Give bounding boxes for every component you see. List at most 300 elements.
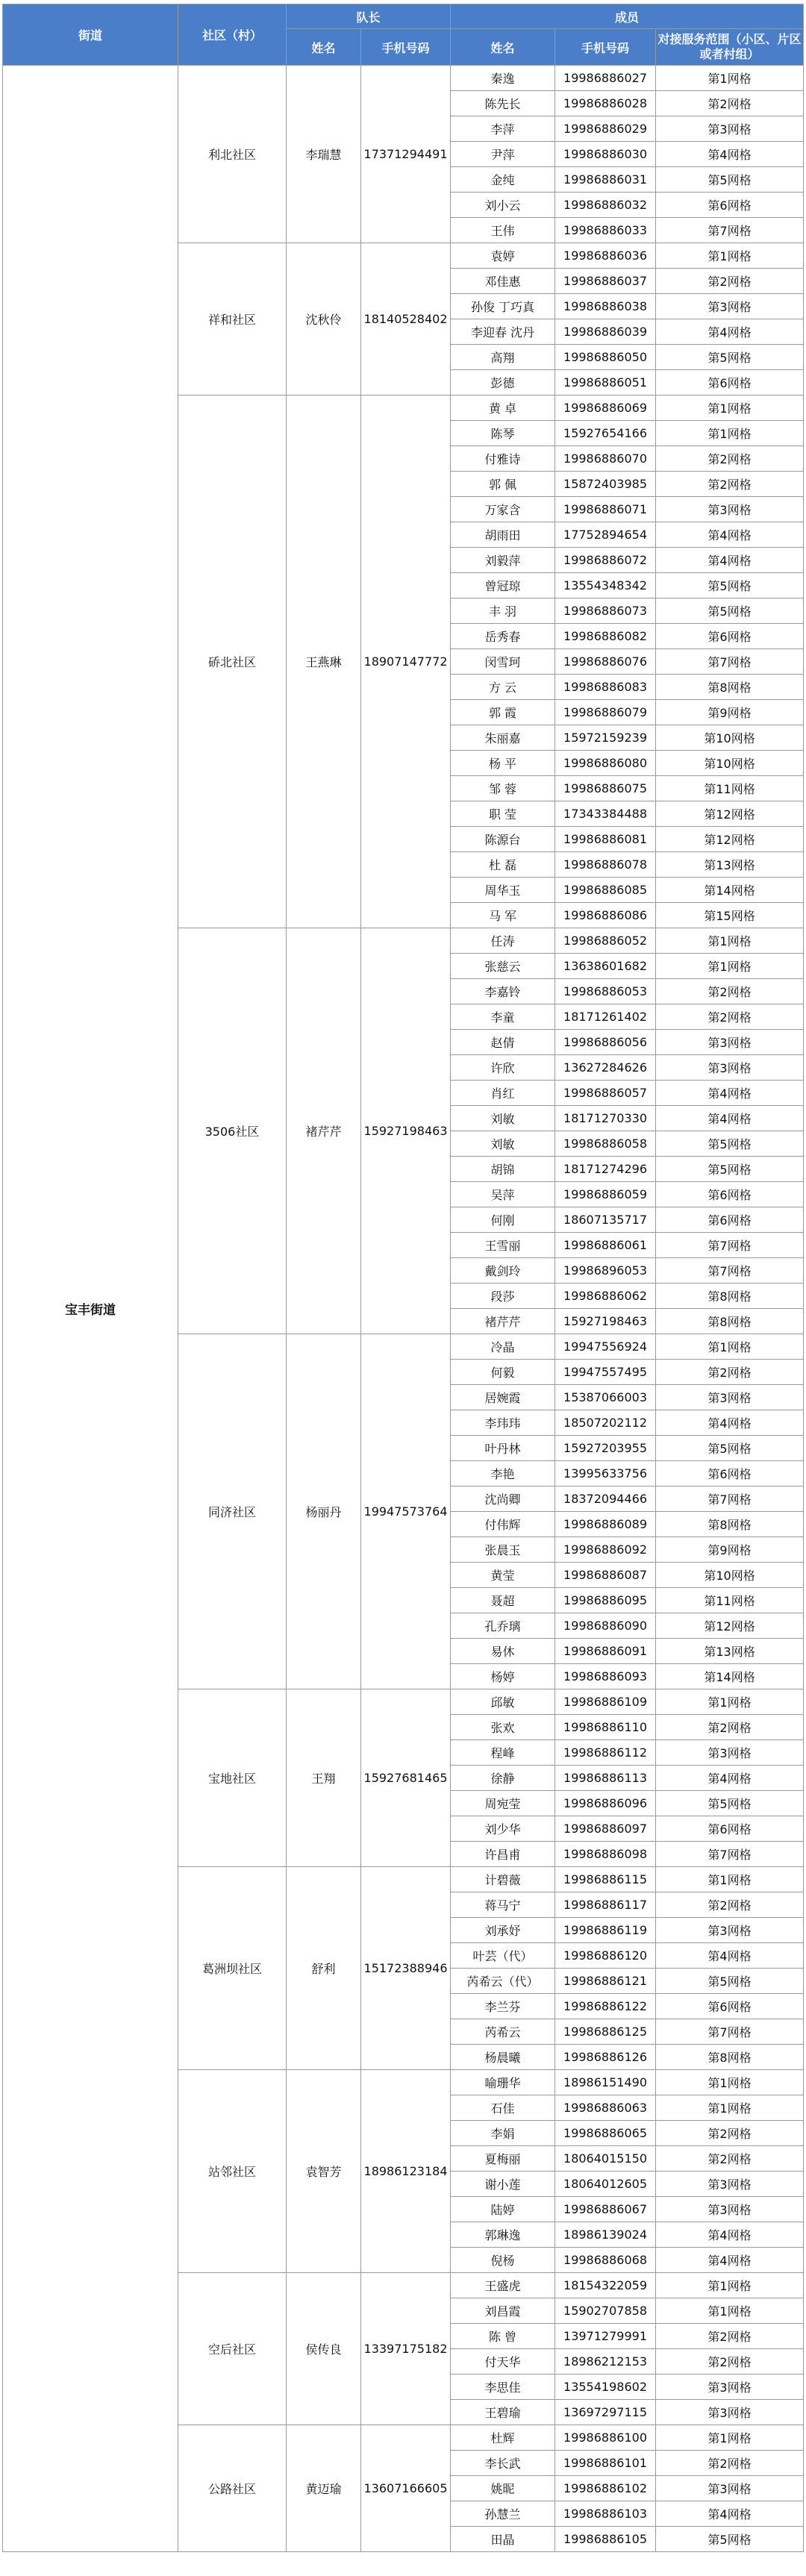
member-phone: 19986886059 — [555, 1182, 656, 1207]
member-phone: 19986886126 — [555, 2045, 656, 2070]
member-grid: 第7网格 — [656, 1486, 804, 1512]
member-grid: 第2网格 — [656, 1892, 804, 1918]
member-phone: 19947556924 — [555, 1334, 656, 1360]
staff-table — [2, 4, 804, 2552]
member-phone: 19986886087 — [555, 1563, 656, 1588]
member-grid: 第2网格 — [656, 2451, 804, 2476]
community-name: 祥和社区 — [178, 243, 287, 396]
member-phone: 19986886103 — [555, 2501, 656, 2527]
member-name: 孙俊 丁巧真 — [451, 294, 555, 319]
member-grid: 第5网格 — [656, 1436, 804, 1461]
member-name: 叶丹林 — [451, 1436, 555, 1461]
member-name: 高翔 — [451, 345, 555, 370]
member-name: 赵倩 — [451, 1030, 555, 1055]
member-name: 刘少华 — [451, 1816, 555, 1842]
member-phone: 15902707858 — [555, 2298, 656, 2324]
member-grid: 第11网格 — [656, 776, 804, 801]
member-grid: 第2网格 — [656, 2121, 804, 2146]
header-service-range: 对接服务范围（小区、片区或者村组） — [656, 29, 804, 66]
member-phone: 19986886053 — [555, 979, 656, 1004]
member-name: 付天华 — [451, 2349, 555, 2375]
member-grid: 第5网格 — [656, 573, 804, 598]
member-name: 职 莹 — [451, 801, 555, 827]
member-grid: 第2网格 — [656, 1004, 804, 1030]
member-grid: 第3网格 — [656, 2197, 804, 2222]
member-grid: 第3网格 — [656, 1918, 804, 1943]
member-grid: 第2网格 — [656, 1715, 804, 1740]
leader-phone: 13397175182 — [361, 2273, 451, 2425]
community-name: 3506社区 — [178, 928, 287, 1334]
member-name: 易休 — [451, 1639, 555, 1664]
member-name: 王伟 — [451, 218, 555, 243]
member-grid: 第7网格 — [656, 1258, 804, 1284]
member-phone: 19986896053 — [555, 1258, 656, 1284]
member-name: 陆婷 — [451, 2197, 555, 2222]
member-grid: 第8网格 — [656, 1284, 804, 1309]
member-name: 田晶 — [451, 2527, 555, 2552]
member-grid: 第1网格 — [656, 2425, 804, 2451]
member-phone: 19986886032 — [555, 193, 656, 218]
member-phone: 18986212153 — [555, 2349, 656, 2375]
member-phone: 19986886115 — [555, 1867, 656, 1892]
leader-phone: 18140528402 — [361, 243, 451, 396]
member-grid: 第8网格 — [656, 1512, 804, 1537]
leader-phone: 17371294491 — [361, 66, 451, 243]
member-phone: 19986886110 — [555, 1715, 656, 1740]
member-name: 郭 霞 — [451, 700, 555, 725]
member-grid: 第1网格 — [656, 421, 804, 446]
community-name: 宝地社区 — [178, 1689, 287, 1867]
member-grid: 第10网格 — [656, 751, 804, 776]
member-phone: 19986886051 — [555, 370, 656, 396]
member-grid: 第1网格 — [656, 2298, 804, 2324]
member-name: 王雪丽 — [451, 1233, 555, 1258]
member-name: 杨 平 — [451, 751, 555, 776]
member-grid: 第5网格 — [656, 1791, 804, 1816]
member-phone: 19986886071 — [555, 497, 656, 522]
table-body — [3, 66, 804, 2552]
member-name: 袁婷 — [451, 243, 555, 269]
leader-name: 袁智芳 — [287, 2070, 361, 2273]
member-name: 徐静 — [451, 1766, 555, 1791]
member-grid: 第6网格 — [656, 1182, 804, 1207]
member-phone: 19986886080 — [555, 751, 656, 776]
community-name: 硚北社区 — [178, 396, 287, 928]
member-name: 居婉霞 — [451, 1385, 555, 1410]
member-phone: 19986886082 — [555, 624, 656, 649]
member-name: 计碧薇 — [451, 1867, 555, 1892]
member-name: 孙慧兰 — [451, 2501, 555, 2527]
member-grid: 第4网格 — [656, 1410, 804, 1436]
member-phone: 19986886078 — [555, 852, 656, 878]
leader-name: 杨丽丹 — [287, 1334, 361, 1689]
member-phone: 19986886067 — [555, 2197, 656, 2222]
member-grid: 第4网格 — [656, 2222, 804, 2248]
member-phone: 19986886095 — [555, 1588, 656, 1613]
member-phone: 13554348342 — [555, 573, 656, 598]
member-phone: 19986886121 — [555, 1969, 656, 1994]
member-phone: 19986886081 — [555, 827, 656, 852]
member-phone: 19986886079 — [555, 700, 656, 725]
member-name: 尹萍 — [451, 142, 555, 167]
member-grid: 第4网格 — [656, 142, 804, 167]
member-grid: 第14网格 — [656, 878, 804, 903]
member-name: 程峰 — [451, 1740, 555, 1766]
member-name: 李娟 — [451, 2121, 555, 2146]
member-phone: 19986886028 — [555, 91, 656, 116]
member-name: 李兰芬 — [451, 1994, 555, 2019]
member-name: 黄莹 — [451, 1563, 555, 1588]
member-grid: 第3网格 — [656, 1055, 804, 1081]
member-grid: 第11网格 — [656, 1588, 804, 1613]
member-phone: 19986886037 — [555, 269, 656, 294]
member-phone: 19986886096 — [555, 1791, 656, 1816]
member-name: 李萍 — [451, 116, 555, 142]
member-phone: 19986886090 — [555, 1613, 656, 1639]
member-grid: 第8网格 — [656, 675, 804, 700]
member-grid: 第9网格 — [656, 1537, 804, 1563]
member-grid: 第6网格 — [656, 370, 804, 396]
member-phone: 19986886076 — [555, 649, 656, 675]
member-phone: 13995633756 — [555, 1461, 656, 1486]
member-grid: 第12网格 — [656, 801, 804, 827]
member-phone: 18986139024 — [555, 2222, 656, 2248]
member-phone: 19986886083 — [555, 675, 656, 700]
member-grid: 第2网格 — [656, 91, 804, 116]
member-phone: 18372094466 — [555, 1486, 656, 1512]
member-grid: 第1网格 — [656, 1689, 804, 1715]
member-name: 刘昌霞 — [451, 2298, 555, 2324]
member-name: 岳秀春 — [451, 624, 555, 649]
member-grid: 第3网格 — [656, 2172, 804, 2197]
member-name: 吴萍 — [451, 1182, 555, 1207]
member-phone: 19986886086 — [555, 903, 656, 928]
member-name: 万家含 — [451, 497, 555, 522]
member-phone: 19986886036 — [555, 243, 656, 269]
member-grid: 第13网格 — [656, 852, 804, 878]
member-phone: 19986886039 — [555, 319, 656, 345]
member-phone: 13638601682 — [555, 954, 656, 979]
member-name: 芮希云（代） — [451, 1969, 555, 1994]
member-grid: 第3网格 — [656, 116, 804, 142]
member-name: 丰 羽 — [451, 598, 555, 624]
member-phone: 19986886029 — [555, 116, 656, 142]
member-name: 孔乔璃 — [451, 1613, 555, 1639]
member-phone: 19986886109 — [555, 1689, 656, 1715]
member-phone: 19986886120 — [555, 1943, 656, 1969]
member-phone: 19986886075 — [555, 776, 656, 801]
leader-name: 舒利 — [287, 1867, 361, 2070]
member-grid: 第1网格 — [656, 2070, 804, 2095]
member-name: 刘毅萍 — [451, 548, 555, 573]
member-grid: 第3网格 — [656, 1385, 804, 1410]
member-grid: 第5网格 — [656, 1969, 804, 1994]
member-name: 沈尚卿 — [451, 1486, 555, 1512]
member-grid: 第5网格 — [656, 167, 804, 193]
leader-name: 侯传良 — [287, 2273, 361, 2425]
member-grid: 第1网格 — [656, 954, 804, 979]
member-name: 冷晶 — [451, 1334, 555, 1360]
member-name: 何刚 — [451, 1207, 555, 1233]
member-name: 张慈云 — [451, 954, 555, 979]
member-grid: 第4网格 — [656, 1081, 804, 1106]
member-name: 戴剑玲 — [451, 1258, 555, 1284]
leader-phone: 18986123184 — [361, 2070, 451, 2273]
member-phone: 19986886125 — [555, 2019, 656, 2045]
member-name: 肖红 — [451, 1081, 555, 1106]
member-name: 姚昵 — [451, 2476, 555, 2501]
member-phone: 18171270330 — [555, 1106, 656, 1131]
member-name: 杨婷 — [451, 1664, 555, 1689]
community-name: 利北社区 — [178, 66, 287, 243]
member-phone: 15872403985 — [555, 472, 656, 497]
member-name: 秦逸 — [451, 66, 555, 91]
member-grid: 第8网格 — [656, 1309, 804, 1334]
member-grid: 第3网格 — [656, 1740, 804, 1766]
header-member-name: 姓名 — [451, 29, 555, 66]
header-community: 社区（村） — [178, 4, 287, 66]
member-phone: 18986151490 — [555, 2070, 656, 2095]
member-phone: 19986886092 — [555, 1537, 656, 1563]
street-cell: 宝丰街道 — [3, 66, 178, 2552]
member-grid: 第15网格 — [656, 903, 804, 928]
member-grid: 第7网格 — [656, 1842, 804, 1867]
member-grid: 第1网格 — [656, 66, 804, 91]
member-grid: 第5网格 — [656, 1131, 804, 1157]
member-phone: 19986886091 — [555, 1639, 656, 1664]
member-name: 朱丽嘉 — [451, 725, 555, 751]
member-grid: 第1网格 — [656, 1867, 804, 1892]
member-grid: 第2网格 — [656, 2324, 804, 2349]
member-name: 陈源台 — [451, 827, 555, 852]
member-grid: 第3网格 — [656, 1030, 804, 1055]
member-name: 喻珊华 — [451, 2070, 555, 2095]
member-phone: 18154322059 — [555, 2273, 656, 2298]
member-phone: 13627284626 — [555, 1055, 656, 1081]
member-name: 周华玉 — [451, 878, 555, 903]
member-grid: 第5网格 — [656, 345, 804, 370]
member-grid: 第7网格 — [656, 1233, 804, 1258]
member-phone: 19986886068 — [555, 2248, 656, 2273]
leader-name: 王翔 — [287, 1689, 361, 1867]
member-name: 聂超 — [451, 1588, 555, 1613]
member-phone: 19986886070 — [555, 446, 656, 472]
member-grid: 第4网格 — [656, 2501, 804, 2527]
member-phone: 18171261402 — [555, 1004, 656, 1030]
member-phone: 19986886056 — [555, 1030, 656, 1055]
member-grid: 第4网格 — [656, 548, 804, 573]
leader-name: 王燕琳 — [287, 396, 361, 928]
member-phone: 19986886058 — [555, 1131, 656, 1157]
member-phone: 19986886057 — [555, 1081, 656, 1106]
member-phone: 19986886113 — [555, 1766, 656, 1791]
member-phone: 15387066003 — [555, 1385, 656, 1410]
leader-phone: 15927681465 — [361, 1689, 451, 1867]
member-grid: 第2网格 — [656, 979, 804, 1004]
member-grid: 第2网格 — [656, 2146, 804, 2172]
member-grid: 第2网格 — [656, 446, 804, 472]
leader-name: 褚芹芹 — [287, 928, 361, 1334]
member-name: 杨晨曦 — [451, 2045, 555, 2070]
member-grid: 第3网格 — [656, 2476, 804, 2501]
member-grid: 第4网格 — [656, 1106, 804, 1131]
member-phone: 19947557495 — [555, 1360, 656, 1385]
community-name: 公路社区 — [178, 2425, 287, 2552]
member-grid: 第12网格 — [656, 1613, 804, 1639]
member-grid: 第10网格 — [656, 1563, 804, 1588]
member-phone: 19986886117 — [555, 1892, 656, 1918]
member-name: 陈先长 — [451, 91, 555, 116]
header-street: 街道 — [3, 4, 178, 66]
member-grid: 第4网格 — [656, 1943, 804, 1969]
member-grid: 第6网格 — [656, 624, 804, 649]
member-grid: 第2网格 — [656, 1360, 804, 1385]
member-grid: 第4网格 — [656, 1766, 804, 1791]
member-name: 许昌甫 — [451, 1842, 555, 1867]
member-phone: 19986886038 — [555, 294, 656, 319]
header-leader-name: 姓名 — [287, 29, 361, 66]
community-name: 同济社区 — [178, 1334, 287, 1689]
member-name: 马 军 — [451, 903, 555, 928]
member-name: 张晨玉 — [451, 1537, 555, 1563]
member-grid: 第8网格 — [656, 2045, 804, 2070]
member-phone: 19986886085 — [555, 878, 656, 903]
member-grid: 第10网格 — [656, 725, 804, 751]
member-phone: 17752894654 — [555, 522, 656, 548]
leader-phone: 19947573764 — [361, 1334, 451, 1689]
member-phone: 18064015150 — [555, 2146, 656, 2172]
member-phone: 15972159239 — [555, 725, 656, 751]
member-name: 付雅诗 — [451, 446, 555, 472]
member-name: 李艳 — [451, 1461, 555, 1486]
member-phone: 19986886100 — [555, 2425, 656, 2451]
member-grid: 第4网格 — [656, 522, 804, 548]
member-grid: 第6网格 — [656, 1816, 804, 1842]
member-phone: 19986886101 — [555, 2451, 656, 2476]
member-grid: 第9网格 — [656, 700, 804, 725]
member-phone: 19986886063 — [555, 2095, 656, 2121]
member-phone: 19986886093 — [555, 1664, 656, 1689]
member-name: 李童 — [451, 1004, 555, 1030]
member-phone: 19986886030 — [555, 142, 656, 167]
member-phone: 19986886073 — [555, 598, 656, 624]
leader-name: 李瑞慧 — [287, 66, 361, 243]
member-phone: 15927203955 — [555, 1436, 656, 1461]
member-phone: 13971279991 — [555, 2324, 656, 2349]
member-phone: 19986886050 — [555, 345, 656, 370]
leader-phone: 15172388946 — [361, 1867, 451, 2070]
member-grid: 第14网格 — [656, 1664, 804, 1689]
member-phone: 19986886105 — [555, 2527, 656, 2552]
member-phone: 19986886102 — [555, 2476, 656, 2501]
member-name: 陈 曾 — [451, 2324, 555, 2349]
member-grid: 第6网格 — [656, 1207, 804, 1233]
member-phone: 13554198602 — [555, 2375, 656, 2400]
table-row — [3, 66, 804, 91]
member-phone: 15927198463 — [555, 1309, 656, 1334]
member-phone: 19986886061 — [555, 1233, 656, 1258]
member-name: 倪杨 — [451, 2248, 555, 2273]
member-grid: 第6网格 — [656, 1994, 804, 2019]
member-name: 郭 佩 — [451, 472, 555, 497]
member-phone: 19986886033 — [555, 218, 656, 243]
member-name: 邹 蓉 — [451, 776, 555, 801]
member-grid: 第1网格 — [656, 2273, 804, 2298]
member-name: 王碧瑜 — [451, 2400, 555, 2425]
member-grid: 第5网格 — [656, 598, 804, 624]
member-name: 彭德 — [451, 370, 555, 396]
member-grid: 第2网格 — [656, 269, 804, 294]
member-phone: 19986886112 — [555, 1740, 656, 1766]
member-grid: 第3网格 — [656, 294, 804, 319]
member-name: 王盛虎 — [451, 2273, 555, 2298]
member-name: 杜 磊 — [451, 852, 555, 878]
member-grid: 第7网格 — [656, 218, 804, 243]
member-phone: 19986886052 — [555, 928, 656, 954]
member-name: 邓佳惠 — [451, 269, 555, 294]
leader-phone: 15927198463 — [361, 928, 451, 1334]
member-grid: 第5网格 — [656, 1157, 804, 1182]
member-name: 叶芸（代） — [451, 1943, 555, 1969]
leader-phone: 18907147772 — [361, 396, 451, 928]
member-grid: 第2网格 — [656, 2349, 804, 2375]
member-name: 石佳 — [451, 2095, 555, 2121]
member-name: 刘小云 — [451, 193, 555, 218]
member-phone: 19986886031 — [555, 167, 656, 193]
member-phone: 19986886098 — [555, 1842, 656, 1867]
member-name: 夏梅丽 — [451, 2146, 555, 2172]
member-name: 曾冠琼 — [451, 573, 555, 598]
member-phone: 18607135717 — [555, 1207, 656, 1233]
header-members: 成员 — [451, 4, 804, 29]
member-name: 蒋马宁 — [451, 1892, 555, 1918]
member-phone: 19986886069 — [555, 396, 656, 421]
member-name: 周宛莹 — [451, 1791, 555, 1816]
leader-name: 黄迈瑜 — [287, 2425, 361, 2552]
member-name: 任涛 — [451, 928, 555, 954]
member-name: 段莎 — [451, 1284, 555, 1309]
leader-name: 沈秋伶 — [287, 243, 361, 396]
member-phone: 19986886027 — [555, 66, 656, 91]
member-name: 李思佳 — [451, 2375, 555, 2400]
member-name: 李长武 — [451, 2451, 555, 2476]
community-name: 葛洲坝社区 — [178, 1867, 287, 2070]
member-name: 方 云 — [451, 675, 555, 700]
member-name: 谢小莲 — [451, 2172, 555, 2197]
member-name: 李迎春 沈丹 — [451, 319, 555, 345]
member-grid: 第3网格 — [656, 2375, 804, 2400]
member-grid: 第3网格 — [656, 2400, 804, 2425]
member-name: 闵雪珂 — [451, 649, 555, 675]
member-grid: 第1网格 — [656, 1334, 804, 1360]
member-grid: 第12网格 — [656, 827, 804, 852]
member-name: 邱敏 — [451, 1689, 555, 1715]
member-name: 胡锦 — [451, 1157, 555, 1182]
member-grid: 第7网格 — [656, 2019, 804, 2045]
member-phone: 18064012605 — [555, 2172, 656, 2197]
member-grid: 第4网格 — [656, 2248, 804, 2273]
member-grid: 第1网格 — [656, 396, 804, 421]
member-name: 刘承妤 — [451, 1918, 555, 1943]
member-name: 黄 卓 — [451, 396, 555, 421]
header-leader: 队长 — [287, 4, 451, 29]
member-grid: 第6网格 — [656, 193, 804, 218]
member-name: 胡雨田 — [451, 522, 555, 548]
member-name: 褚芹芹 — [451, 1309, 555, 1334]
member-grid: 第3网格 — [656, 497, 804, 522]
member-name: 李嘉铃 — [451, 979, 555, 1004]
header-member-phone: 手机号码 — [555, 29, 656, 66]
